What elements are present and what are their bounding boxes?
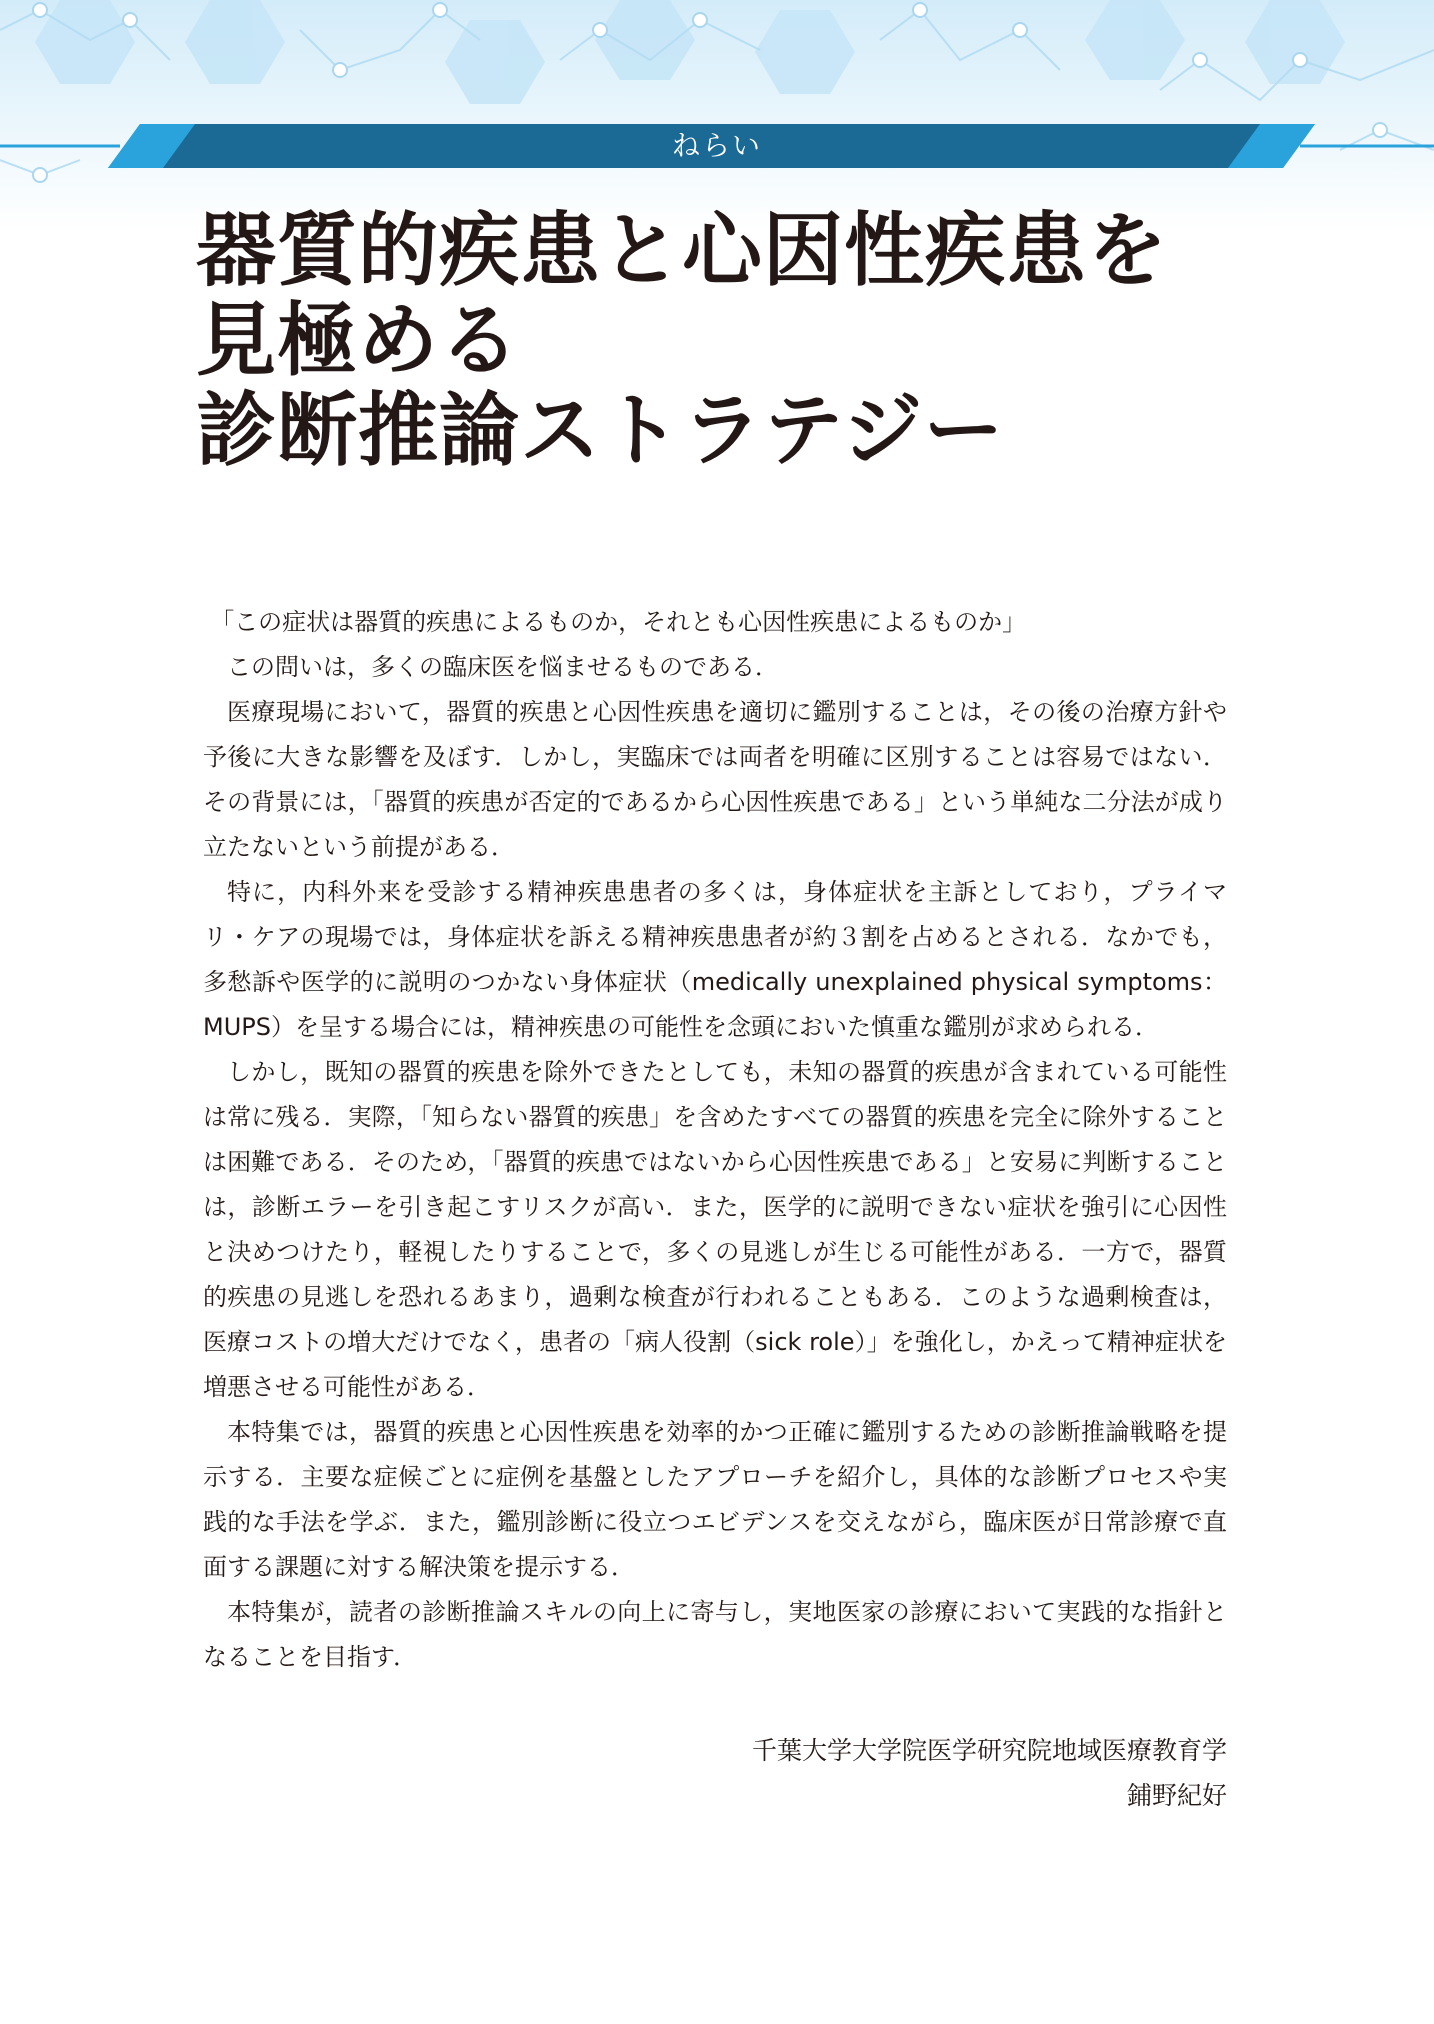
author-affiliation: 千葉大学大学院医学研究院地域医療教育学 — [751, 1736, 1227, 1765]
page-title — [196, 206, 1296, 476]
article-body — [203, 600, 1227, 1680]
author-block — [752, 1728, 1227, 1818]
title-line-3: 診断推論ストラテジー — [196, 384, 1005, 477]
paragraph-4: 特に，内科外来を受診する精神疾患患者の多くは，身体症状を主訴としており，プライマリ・ケアの現場では，身体症状を訴える精神疾患患者が約３割を占めるとされる．なかでも，多愁訴や医学的に説明のつかない身体症状（medically unexplained physical symptoms：MUPS）を呈する場合には，精神疾患の可能性を念頭においた慎重な鑑別が求められる． — [203, 878, 1227, 1041]
paragraph-1: 「この症状は器質的疾患によるものか，それとも心因性疾患によるものか」 — [210, 608, 1027, 636]
section-label: ねらい — [671, 129, 762, 162]
paragraph-5: しかし，既知の器質的疾患を除外できたとしても，未知の器質的疾患が含まれている可能性は常に残る．実際，「知らない器質的疾患」を含めたすべての器質的疾患を完全に除外することは困難である．そのため，「器質的疾患ではないから心因性疾患である」と安易に判断することは，診断エラーを引き起こすリスクが高い．また，医学的に説明できない症状を強引に心因性と決めつけたり，軽視したりすることで，多くの見逃しが生じる可能性がある．一方で，器質的疾患の見逃しを恐れるあまり，過剰な検査が行われることもある．このような過剰検査は，医療コストの増大だけでなく，患者の「病人役割（sick role）」を強化し，かえって精神症状を増悪させる可能性がある． — [203, 1058, 1227, 1401]
author-name: 鋪野紀好 — [1126, 1781, 1227, 1810]
paragraph-3: 医療現場において，器質的疾患と心因性疾患を適切に鑑別することは，その後の治療方針や予後に大きな影響を及ぼす．しかし，実臨床では両者を明確に区別することは容易ではない．その背景には，「器質的疾患が否定的であるから心因性疾患である」という単純な二分法が成り立たないという前提がある． — [203, 698, 1227, 861]
title-line-2: 見極める — [196, 294, 520, 387]
paragraph-2: この問いは，多くの臨床医を悩ませるものである． — [227, 653, 779, 681]
title-line-1: 器質的疾患と心因性疾患を — [196, 204, 1168, 297]
paragraph-6: 本特集では，器質的疾患と心因性疾患を効率的かつ正確に鑑別するための診断推論戦略を提示する．主要な症候ごとに症例を基盤としたアプローチを紹介し，具体的な診断プロセスや実践的な手法を学ぶ．また，鑑別診断に役立つエビデンスを交えながら，臨床医が日常診療で直面する課題に対する解決策を提示する． — [203, 1418, 1227, 1581]
paragraph-7: 本特集が，読者の診断推論スキルの向上に寄与し，実地医家の診療において実践的な指針となることを目指す． — [203, 1598, 1227, 1671]
